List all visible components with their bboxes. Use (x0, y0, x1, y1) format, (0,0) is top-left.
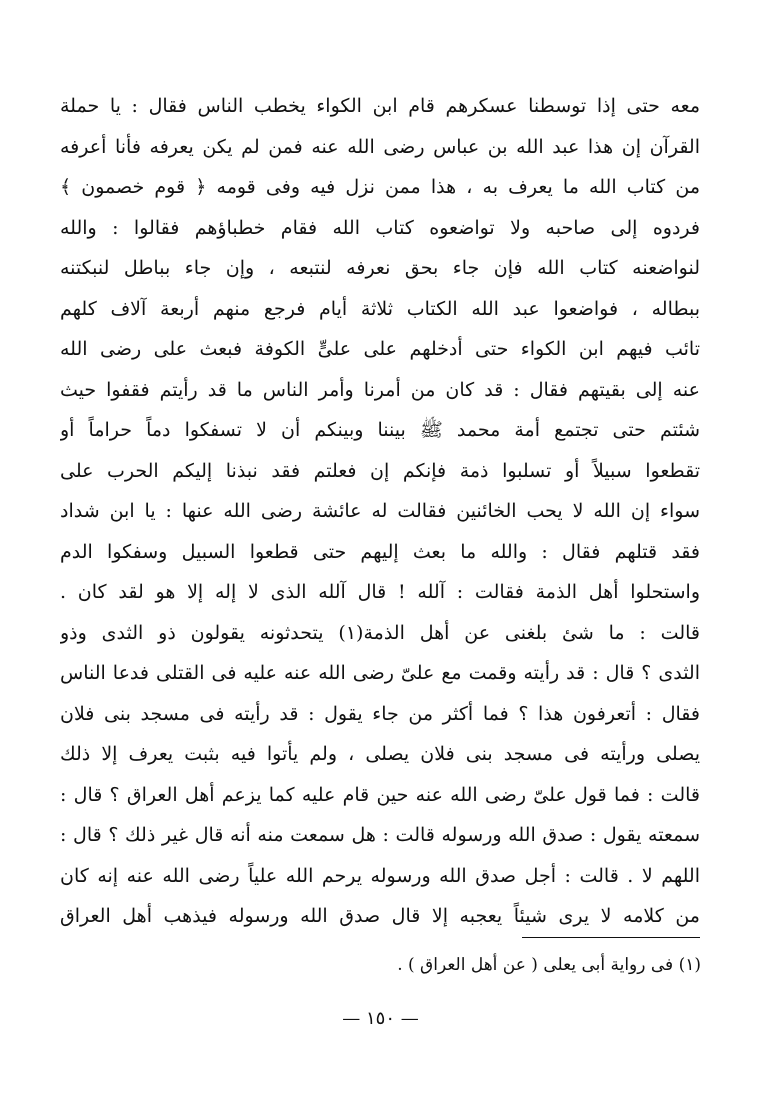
footnote-divider (522, 937, 700, 938)
text-line-11: سواء إن الله لا يحب الخائنين فقالت له عائشة رضى الله عنها : يا ابن شداد (60, 500, 700, 522)
footnote: (١) فى رواية أبى يعلى ( عن أهل العراق ) . (397, 955, 701, 975)
text-line-15: الثدى ؟ قال : قد رأيته وقمت مع علىّ رضى الله عنه عليه فى القتلى فدعا الناس (60, 662, 700, 684)
text-line-12: فقد قتلهم فقال : والله ما بعث إليهم حتى قطعوا السبيل وسفكوا الدم (60, 540, 700, 563)
text-line-9: شئتم حتى تجتمع أمة محمد ﷺ بيننا وبينكم أن لا تسفكوا دماً حراماً أو (60, 419, 700, 441)
text-line-20: اللهم لا . قالت : أجل صدق الله ورسوله يرحم الله علياً رضى الله عنه إنه كان (60, 864, 700, 887)
text-line-16: فقال : أتعرفون هذا ؟ فما أكثر من جاء يقول : قد رأيته فى مسجد بنى فلان (60, 702, 700, 725)
text-line-13: واستحلوا أهل الذمة فقالت : آلله ! قال آلله الذى لا إله إلا هو لقد كان . (60, 581, 700, 603)
text-line-18: قالت : فما قول علىّ رضى الله عنه حين قام عليه كما يزعم أهل العراق ؟ قال : (60, 783, 700, 806)
main-text-block (60, 86, 700, 937)
text-line-21: من كلامه لا يرى شيئاً يعجبه إلا قال صدق الله ورسوله فيذهب أهل العراق (60, 905, 700, 927)
text-line-10: تقطعوا سبيلاً أو تسلبوا ذمة فإنكم إن فعلتم فقد نبذنا إليكم الحرب على (60, 459, 700, 482)
text-line-3: من كتاب الله ما يعرف به ، هذا ممن نزل فيه وفى قومه ﴿ قوم خصمون ﴾ (60, 176, 700, 198)
text-line-8: عنه إلى بقيتهم فقال : قد كان من أمرنا وأمر الناس ما قد رأيتم فقفوا حيث (60, 378, 700, 401)
text-line-6: ببطاله ، فواضعوا عبد الله الكتاب ثلاثة أيام فرجع منهم أربعة آلاف كلهم (60, 297, 700, 320)
text-line-14: قالت : ما شئ بلغنى عن أهل الذمة(١) يتحدثونه يقولون ذو الثدى وذو (60, 621, 700, 644)
text-line-17: يصلى ورأيته فى مسجد بنى فلان يصلى ، ولم يأتوا فيه بثبت يعرف إلا ذلك (60, 743, 700, 765)
text-line-2: القرآن إن هذا عبد الله بن عباس رضى الله عنه فمن لم يكن يعرفه فأنا أعرفه (60, 135, 700, 158)
text-line-1: معه حتى إذا توسطنا عسكرهم قام ابن الكواء يخطب الناس فقال : يا حملة (60, 95, 700, 117)
text-line-4: فردوه إلى صاحبه ولا تواضعوه كتاب الله فقام خطباؤهم فقالوا : والله (60, 216, 700, 239)
text-line-19: سمعته يقول : صدق الله ورسوله قالت : هل سمعت منه أنه قال غير ذلك ؟ قال : (60, 824, 700, 846)
text-line-7: تائب فيهم ابن الكواء حتى أدخلهم على علىٍّ الكوفة فبعث على رضى الله (60, 338, 700, 360)
page-number: — ١٥٠ — (342, 1008, 419, 1029)
text-line-5: لنواضعنه كتاب الله فإن جاء بحق نعرفه لنتبعه ، وإن جاء بباطل لنبكتنه (60, 257, 700, 279)
